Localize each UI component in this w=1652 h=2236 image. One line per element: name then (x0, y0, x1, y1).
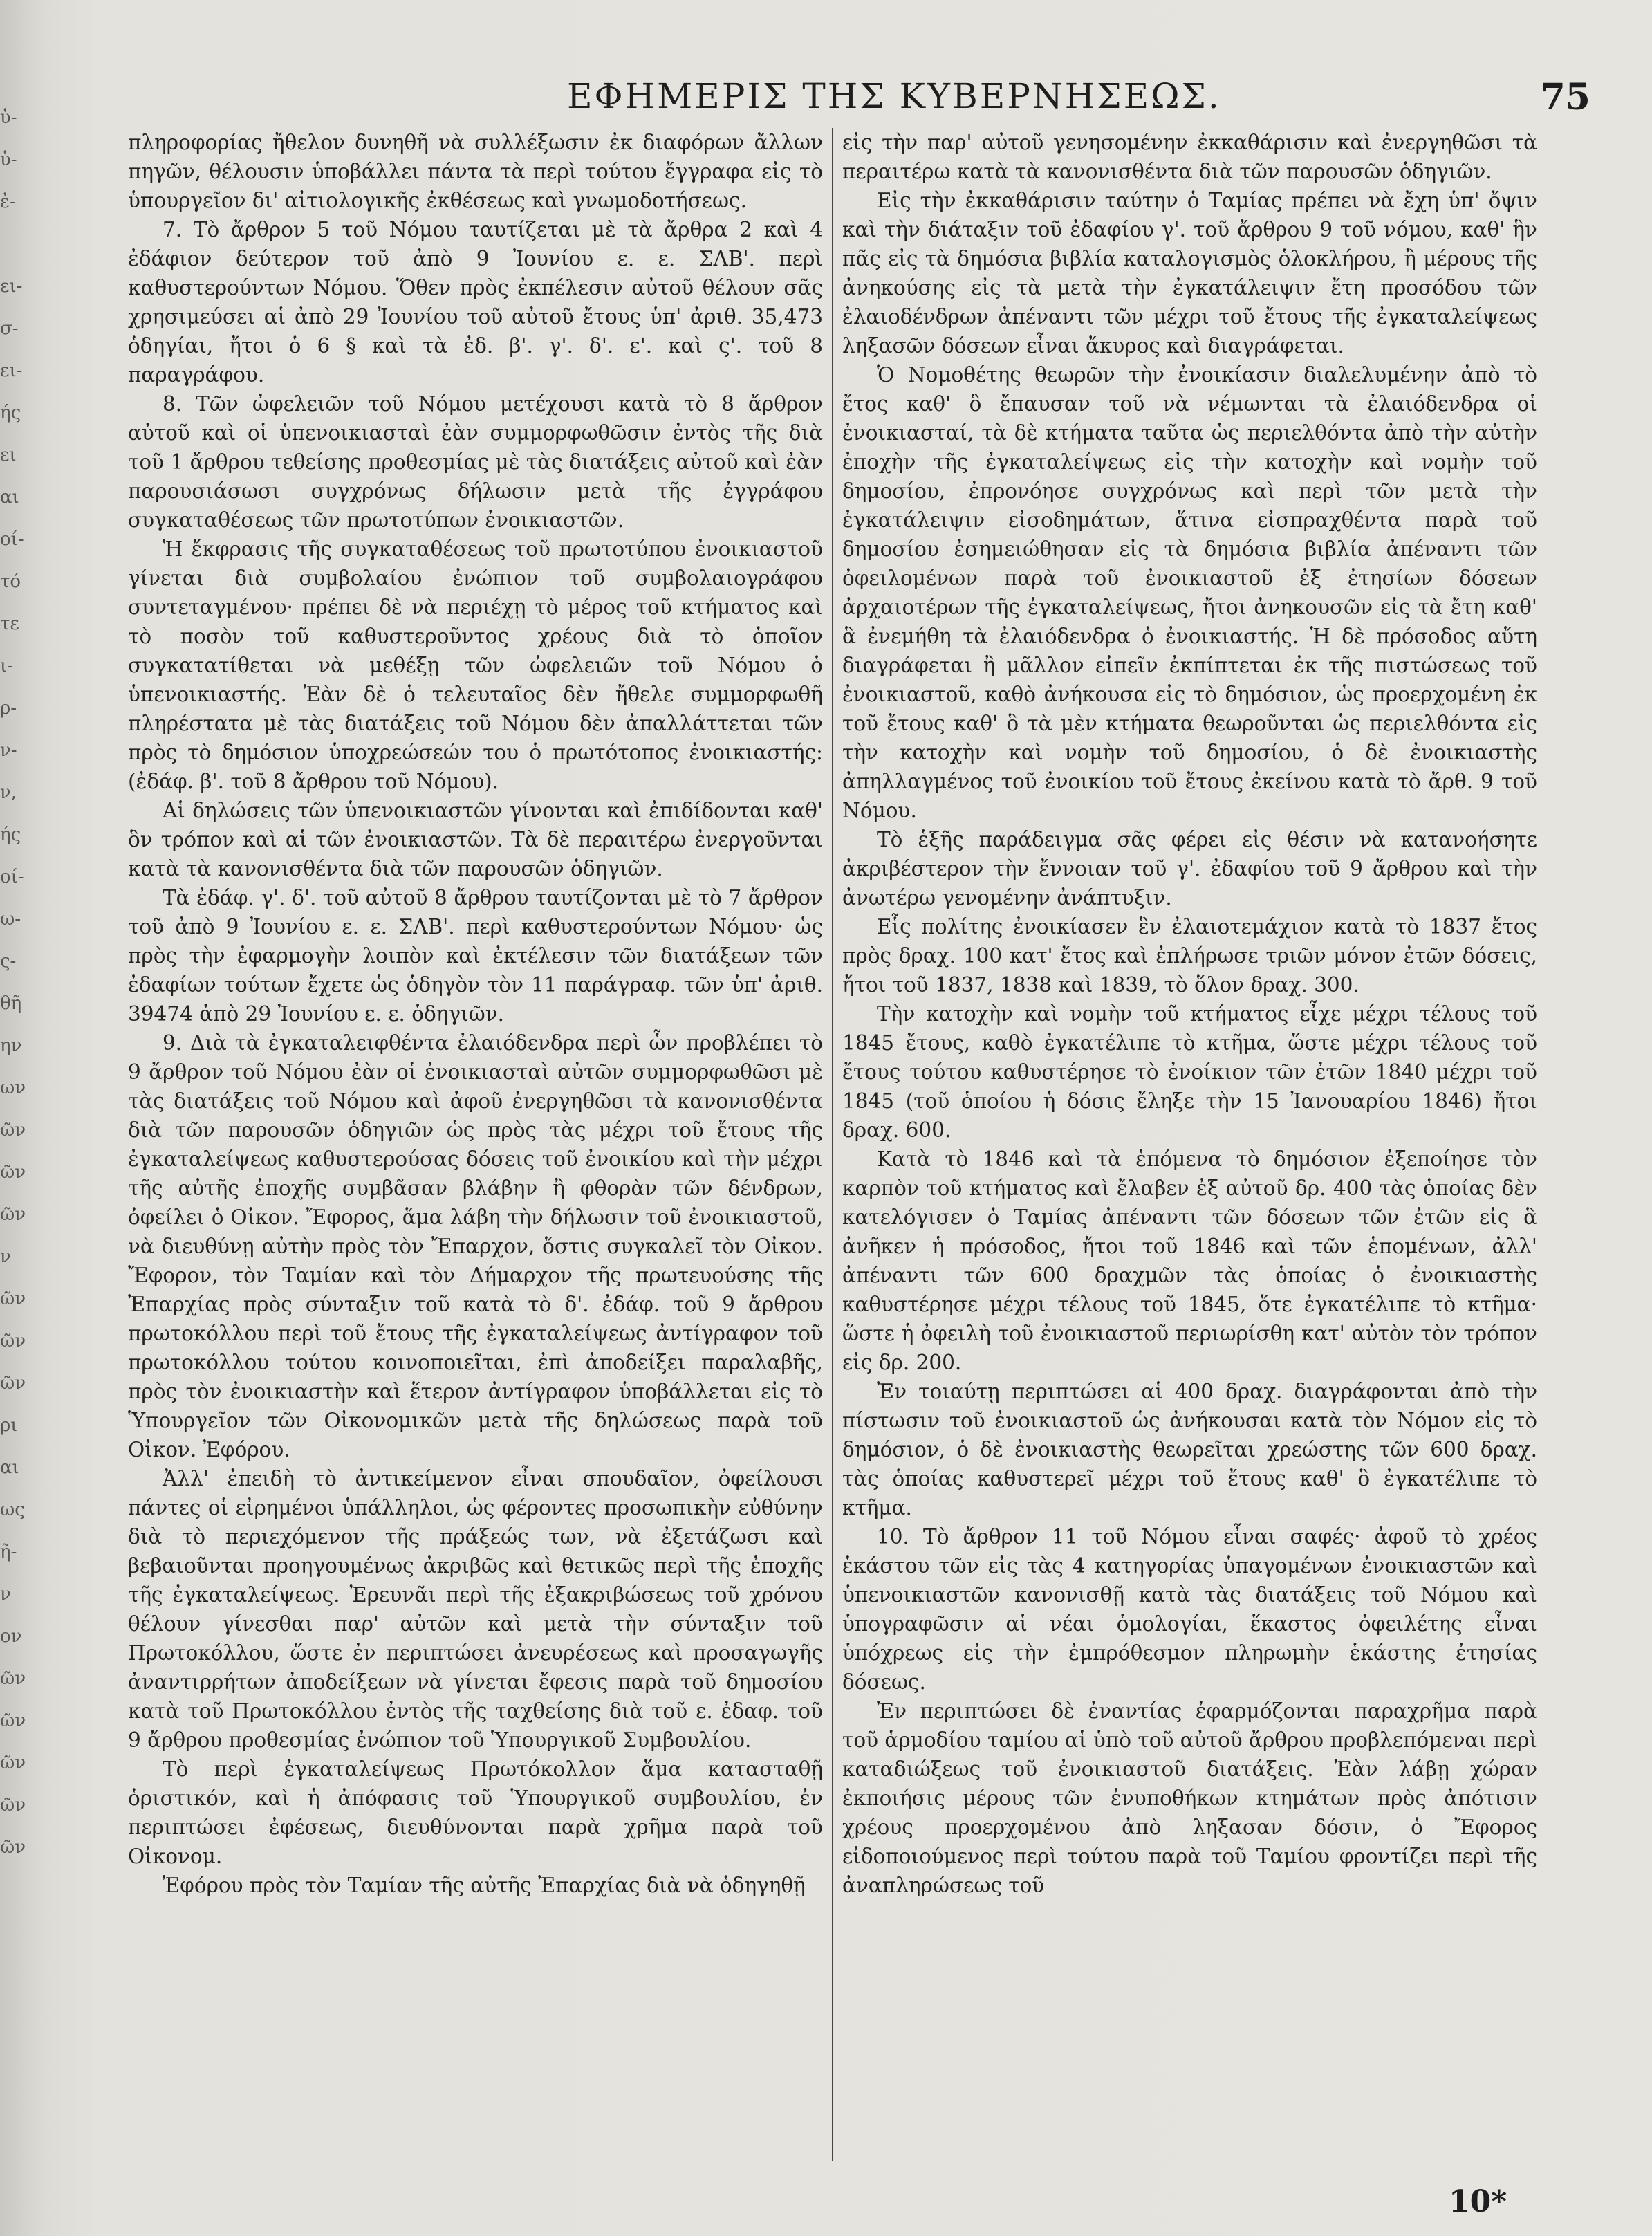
paragraph: Εἰς τὴν ἐκκαθάρισιν ταύτην ὁ Ταμίας πρέπει νὰ ἔχη ὑπ' ὄψιν καὶ τὴν διάταξιν τοῦ ἐδαφίου γ'. τοῦ ἄρθρου 9 τοῦ νόμου, καθ' ἣν πᾶς εἰς τὰ δημόσια βιβλία καταλογισμὸς ὁλοκλήρου, ἢ μέρους τῆς ἀνηκούσης εἰς τὰ μετὰ τὴν ἐγκατάλειψιν ἔτη προσόδου τῶν ἐλαιοδένδρων ἀπέναντι τῶν μέχρι τοῦ ἔτους τῆς ἐγκαταλείψεως ληξασῶν δόσεων εἶναι ἄκυρος καὶ διαγράφεται. (842, 189, 1537, 358)
running-title: ΕΦΗΜΕΡΙΣ ΤΗΣ ΚΥΒΕΡΝΗΣΕΩΣ. (567, 76, 1221, 116)
paragraph: Εἷς πολίτης ἐνοικίασεν ἓν ἐλαιοτεμάχιον κατὰ τὸ 1837 ἔτος πρὸς δραχ. 100 κατ' ἔτος καὶ ἐπλήρωσε τριῶν μόνον ἐτῶν δόσεις, ἤτοι τοῦ 1837, 1838 καὶ 1839, τὸ ὅλον δραχ. 300. (842, 915, 1537, 997)
paragraph: Τὰ ἐδάφ. γ'. δ'. τοῦ αὐτοῦ 8 ἄρθρου ταυτίζονται μὲ τὸ 7 ἄρθρον τοῦ ἀπὸ 9 Ἰουνίου ε. ε. ΣΛΒ'. περὶ καθυστερούντων Νόμου· ὡς πρὸς τὴν ἐφαρμογὴν λοιπὸν καὶ ἐκτέλεσιν τῶν διατάξεων τῶν ἐδαφίων τούτων ἔχετε ὡς ὁδηγὸν τὸν 11 παράγραφ. τῶν ὑπ' ἀριθ. 39474 ἀπὸ 29 Ἰουνίου ε. ε. ὁδηγιῶν. (128, 886, 823, 1026)
signature-mark: 10* (1449, 2184, 1507, 2219)
paragraph: Ἡ ἔκφρασις τῆς συγκαταθέσεως τοῦ πρωτοτύπου ἐνοικιαστοῦ γίνεται διὰ συμβολαίου ἐνώπιον τοῦ συμβολαιογράφου συντεταγμένου· πρέπει δὲ νὰ περιέχῃ τὸ μέρος τοῦ κτήματος καὶ τὸ ποσὸν τοῦ καθυστεροῦντος χρέους διὰ τὸ ὁποῖον συγκατατίθεται νὰ μεθέξῃ τῶν ὠφελειῶν τοῦ Νόμου ὁ ὑπενοικιαστής. Ἐὰν δὲ ὁ τελευταῖος δὲν ἤθελε συμμορφωθῆ πληρέστατα μὲ τὰς διατάξεις τοῦ Νόμου δὲν ἀπαλλάττεται τῶν πρὸς τὸ δημόσιον ὑποχρεώσεών του ὁ πρωτότοπος ἐνοικιαστής: (ἐδάφ. β'. τοῦ 8 ἄρθρου τοῦ Νόμου). (128, 537, 823, 793)
page-number: 75 (1540, 76, 1590, 118)
paragraph: Τὸ ἑξῆς παράδειγμα σᾶς φέρει εἰς θέσιν νὰ κατανοήσητε ἀκριβέστερον τὴν ἔννοιαν τοῦ γ'. ἐδαφίου τοῦ 9 ἄρθρου καὶ τὴν ἀνωτέρω γενομένην ἀνάπτυξιν. (842, 828, 1537, 909)
column-divider (832, 128, 833, 2161)
paragraph: εἰς τὴν παρ' αὐτοῦ γενησομένην ἐκκαθάρισιν καὶ ἐνεργηθῶσι τὰ περαιτέρω κατὰ τὰ κανονισθέντα διὰ τῶν παρουσῶν ὁδηγιῶν. (842, 131, 1537, 183)
paragraph: Ἐφόρου πρὸς τὸν Ταμίαν τῆς αὐτῆς Ἐπαρχίας διὰ νὰ ὁδηγηθῇ (163, 1874, 806, 1897)
paragraph: 7. Τὸ ἄρθρον 5 τοῦ Νόμου ταυτίζεται μὲ τὰ ἄρθρα 2 καὶ 4 ἐδάφιον δεύτερον τοῦ ἀπὸ 9 Ἰουνίου ε. ε. ΣΛΒ'. περὶ καθυστερούντων Νόμου. Ὅθεν πρὸς ἐκπέλεσιν αὐτοῦ θέλουν σᾶς χρησιμεύσει αἱ ἀπὸ 29 Ἰουνίου τοῦ αὐτοῦ ἔτους ὑπ' ἀριθ. 35,473 ὁδηγίαι, ἤτοι ὁ 6 § καὶ τὰ ἐδ. β'. γ'. δ'. ε'. καὶ ς'. τοῦ 8 παραγράφου. (128, 218, 823, 387)
paragraph: 9. Διὰ τὰ ἐγκαταλειφθέντα ἐλαιόδενδρα περὶ ὧν προβλέπει τὸ 9 ἄρθρον τοῦ Νόμου ἐὰν οἱ ἐνοικιασταὶ αὐτῶν συμμορφωθῶσι μὲ τὰς διατάξεις τοῦ Νόμου καὶ ἀφοῦ ἐνεργηθῶσι τὰ κανονισθέντα διὰ τῶν παρουσῶν ὁδηγιῶν ὡς πρὸς τὰς μέχρι τοῦ ἔτους τῆς ἐγκαταλείψεως καθυστερούσας δόσεις τοῦ ἐνοικίου καὶ τὴν μέχρι τῆς αὐτῆς ἐποχῆς συμβᾶσαν βλάβην ἢ φθορὰν τῶν δένδρων, ὀφείλει ὁ Οἰκον. Ἔφορος, ἅμα λάβη τὴν δήλωσιν τοῦ ἐνοικιαστοῦ, νὰ διευθύνῃ αὐτὴν πρὸς τὸν Ἔπαρχον, ὅστις συγκαλεῖ τὸν Οἰκον. Ἔφορον, τὸν Ταμίαν καὶ τὸν Δήμαρχον τῆς πρωτευούσης τῆς Ἐπαρχίας πρὸς σύνταξιν τοῦ κατὰ τὸ δ'. ἐδάφ. τοῦ 9 ἄρθρου πρωτοκόλλου περὶ τοῦ ἔτους τῆς ἐγκαταλείψεως ἀντίγραφον τοῦ πρωτοκόλλου τούτου κοινοποιεῖται, ἐπὶ ἀποδείξει παραλαβῆς, πρὸς τὸν ἐνοικιαστὴν καὶ ἕτερον ἀντίγραφον ὑποβάλλεται εἰς τὸ Ὑπουργεῖον τῶν Οἰκονομικῶν μετὰ τῆς δηλώσεως παρὰ τοῦ Οἰκον. Ἐφόρου. (128, 1031, 823, 1461)
paragraph: Αἱ δηλώσεις τῶν ὑπενοικιαστῶν γίνονται καὶ ἐπιδίδονται καθ' ὃν τρόπον καὶ αἱ τῶν ἐνοικιαστῶν. Τὰ δὲ περαιτέρω ἐνεργοῦνται κατὰ τὰ κανονισθέντα διὰ τῶν παρουσῶν ὁδηγιῶν. (128, 799, 823, 880)
paragraph: Τὸ περὶ ἐγκαταλείψεως Πρωτόκολλον ἅμα κατασταθῇ ὁριστικόν, καὶ ἡ ἀπόφασις τοῦ Ὑπουργικοῦ συμβουλίου, ἐν περιπτώσει ἐφέσεως, διευθύνονται παρὰ χρῆμα παρὰ τοῦ Οἰκονομ. (128, 1757, 823, 1868)
paragraph: Ὁ Νομοθέτης θεωρῶν τὴν ἐνοικίασιν διαλελυμένην ἀπὸ τὸ ἔτος καθ' ὃ ἔπαυσαν τοῦ νὰ νέμωνται τὰ ἐλαιόδενδρα οἱ ἐνοικιασταί, τὰ δὲ κτήματα ταῦτα ὡς περιελθόντα ἀπὸ τὴν αὐτὴν ἐποχὴν τῆς ἐγκαταλείψεως εἰς τὴν κατοχὴν καὶ νομὴν τοῦ δημοσίου, ἐπρονόησε συγχρόνως καὶ περὶ τῶν μετὰ τὴν ἐγκατάλειψιν εἰσοδημάτων, ἅτινα εἰσπραχθέντα παρὰ τοῦ δημοσίου ἐσημειώθησαν εἰς τὰ δημόσια βιβλία ἀπέναντι τῶν ὀφειλομένων παρὰ τοῦ ἐνοικιαστοῦ ἐξ ἐτησίων δόσεων ἀρχαιοτέρων τῆς ἐγκαταλείψεως, ἤτοι ἀνηκουσῶν εἰς τὰ ἔτη καθ' ἃ ἐνεμήθη τὰ ἐλαιόδενδρα ὁ ἐνοικιαστής. Ἡ δὲ πρόσοδος αὕτη διαγράφεται ἢ μᾶλλον εἰπεῖν ἐκπίπτεται ἐκ τῆς πιστώσεως τοῦ ἐνοικιαστοῦ, καθὸ ἀνήκουσα εἰς τὸ δημόσιον, ὡς προερχομένη ἐκ τοῦ ἔτους καθ' ὃ τὰ μὲν κτήματα θεωροῦνται ὡς περιελθόντα εἰς τὴν κατοχὴν καὶ νομὴν τοῦ δημοσίου, ὁ δὲ ἐνοικιαστὴς ἀπηλλαγμένος τοῦ ἐνοικίου τοῦ ἔτους ἐκείνου κατὰ τὸ ἄρθ. 9 τοῦ Νόμου. (842, 363, 1537, 822)
paragraph: 10. Τὸ ἄρθρον 11 τοῦ Νόμου εἶναι σαφές· ἀφοῦ τὸ χρέος ἑκάστου τῶν εἰς τὰς 4 κατηγορίας ὑπαγομένων ἐνοικιαστῶν καὶ ὑπενοικιαστῶν κανονισθῇ κατὰ τὰς διατάξεις τοῦ Νόμου καὶ ὑπογραφῶσιν αἱ νέαι ὁμολογίαι, ἕκαστος ὀφειλέτης εἶναι ὑπόχρεως εἰς τὴν ἐμπρόθεσμον πληρωμὴν ἑκάστης ἐτησίας δόσεως. (842, 1525, 1537, 1694)
paragraph: Τὴν κατοχὴν καὶ νομὴν τοῦ κτήματος εἶχε μέχρι τέλους τοῦ 1845 ἔτους, καθὸ ἐγκατέλιπε τὸ κτῆμα, ὥστε μέχρι τέλους τοῦ ἔτους τούτου καθυστέρησε τὸ ἐνοίκιον τῶν ἐτῶν 1840 μέχρι τοῦ 1845 (τοῦ ὁποίου ἡ δόσις ἔληξε τὴν 15 Ἰανουαρίου 1846) ἤτοι δραχ. 600. (842, 1002, 1537, 1142)
paragraph: 8. Τῶν ὠφελειῶν τοῦ Νόμου μετέχουσι κατὰ τὸ 8 ἄρθρον αὐτοῦ καὶ οἱ ὑπενοικιασταὶ ἐὰν συμμορφωθῶσιν ἐντὸς τῆς διὰ τοῦ 1 ἄρθρου τεθείσης προθεσμίας μὲ τὰς διατάξεις αὐτοῦ καὶ ἐὰν παρουσιάσωσι συγχρόνως δήλωσιν μετὰ τῆς ἐγγράφου συγκαταθέσεως τῶν πρωτοτύπων ἐνοικιαστῶν. (128, 392, 823, 532)
paragraph: πληροφορίας ἤθελον δυνηθῆ νὰ συλλέξωσιν ἐκ διαφόρων ἄλλων πηγῶν, θέλουσιν ὑποβάλλει πάντα τὰ περὶ τούτου ἔγγραφα εἰς τὸ ὑπουργεῖον δι' αἰτιολογικῆς ἐκθέσεως καὶ γνωμοδοτήσεως. (128, 131, 823, 212)
page-header (124, 76, 1590, 124)
paragraph: Ἐν τοιαύτῃ περιπτώσει αἱ 400 δραχ. διαγράφονται ἀπὸ τὴν πίστωσιν τοῦ ἐνοικιαστοῦ ὡς ἀνήκουσαι κατὰ τὸν Νόμον εἰς τὸ δημόσιον, ὁ δὲ ἐνοικιαστὴς θεωρεῖται χρεώστης τῶν 600 δραχ. τὰς ὁποίας καθυστερεῖ μέχρι τοῦ ἔτους καθ' ὃ ἐγκατέλιπε τὸ κτῆμα. (842, 1380, 1537, 1519)
paragraph: Κατὰ τὸ 1846 καὶ τὰ ἑπόμενα τὸ δημόσιον ἐξεποίησε τὸν καρπὸν τοῦ κτήματος καὶ ἔλαβεν ἐξ αὐτοῦ δρ. 400 τὰς ὁποίας δὲν κατελόγισεν ὁ Ταμίας ἀπέναντι τῶν δόσεων τῶν ἐτῶν εἰς ἃ ἀνῆκεν ἡ πρόσοδος, ἤτοι τοῦ 1846 καὶ τῶν ἑπομένων, ἀλλ' ἀπέναντι τῶν 600 δραχμῶν τὰς ὁποίας ὁ ἐνοικιαστὴς καθυστέρησε μέχρι τέλους τοῦ 1845, ὅτε ἐγκατέλιπε τὸ κτῆμα· ὥστε ἡ ὀφειλὴ τοῦ ἐνοικιαστοῦ περιωρίσθη κατ' αὐτὸν τὸν τρόπον εἰς δρ. 200. (842, 1147, 1537, 1374)
left-column (128, 128, 823, 2175)
right-column (842, 128, 1537, 2175)
paragraph: Ἀλλ' ἐπειδὴ τὸ ἀντικείμενον εἶναι σπουδαῖον, ὀφείλουσι πάντες οἱ εἰρημένοι ὑπάλληλοι, ὡς φέροντες προσωπικὴν εὐθύνην διὰ τὸ περιεχόμενον τῆς πράξεώς των, νὰ ἐξετάζωσι καὶ βεβαιοῦνται προηγουμένως ἀκριβῶς καὶ θετικῶς περὶ τῆς ἐποχῆς τῆς ἐγκαταλείψεως. Ἐρευνᾶι περὶ τῆς ἐξακριβώσεως τοῦ χρόνου θέλουν γίνεσθαι παρ' αὐτῶν καὶ μετὰ τὴν σύνταξιν τοῦ Πρωτοκόλλου, ὥστε ἐν περιπτώσει ἀνευρέσεως καὶ προσαγωγῆς ἀναντιρρήτων ἀποδείξεων νὰ γίνεται ἔφεσις παρὰ τοῦ δημοσίου κατὰ τοῦ Πρωτοκόλλου ἐντὸς τῆς ταχθείσης διὰ τοῦ ε. ἐδαφ. τοῦ 9 ἄρθρου προθεσμίας ἐνώπιον τοῦ Ὑπουργικοῦ Συμβουλίου. (128, 1467, 823, 1752)
previous-page-margin: ὑ- ὑ- ἐ- ει- σ- ει- ής ει αι οί- τό τε ι- ρ- ν- ν, ής οί- ω- ς- θῆ ην ων ῶν ῶν ῶν ν ῶν ῶν ῶν ρι αι ως ῆ- ν ον ῶν ῶν ῶν ῶν ῶν (0, 107, 26, 1858)
paragraph: Ἐν περιπτώσει δὲ ἐναντίας ἐφαρμόζονται παραχρῆμα παρὰ τοῦ ἁρμοδίου ταμίου αἱ ὑπὸ τοῦ αὐτοῦ ἄρθρου προβλεπόμεναι περὶ καταδιώξεως τοῦ ἐνοικιαστοῦ διατάξεις. Ἐὰν λάβῃ χώραν ἐκποιήσις μέρους τῶν ἐνυποθήκων κτημάτων πρὸς ἀπότισιν χρέους προερχομένου ἀπὸ ληξασαν δόσιν, ὁ Ἔφορος εἰδοποιούμενος περὶ τούτου παρὰ τοῦ Ταμίου φροντίζει περὶ τῆς ἀναπληρώσεως τοῦ (842, 1699, 1537, 1897)
